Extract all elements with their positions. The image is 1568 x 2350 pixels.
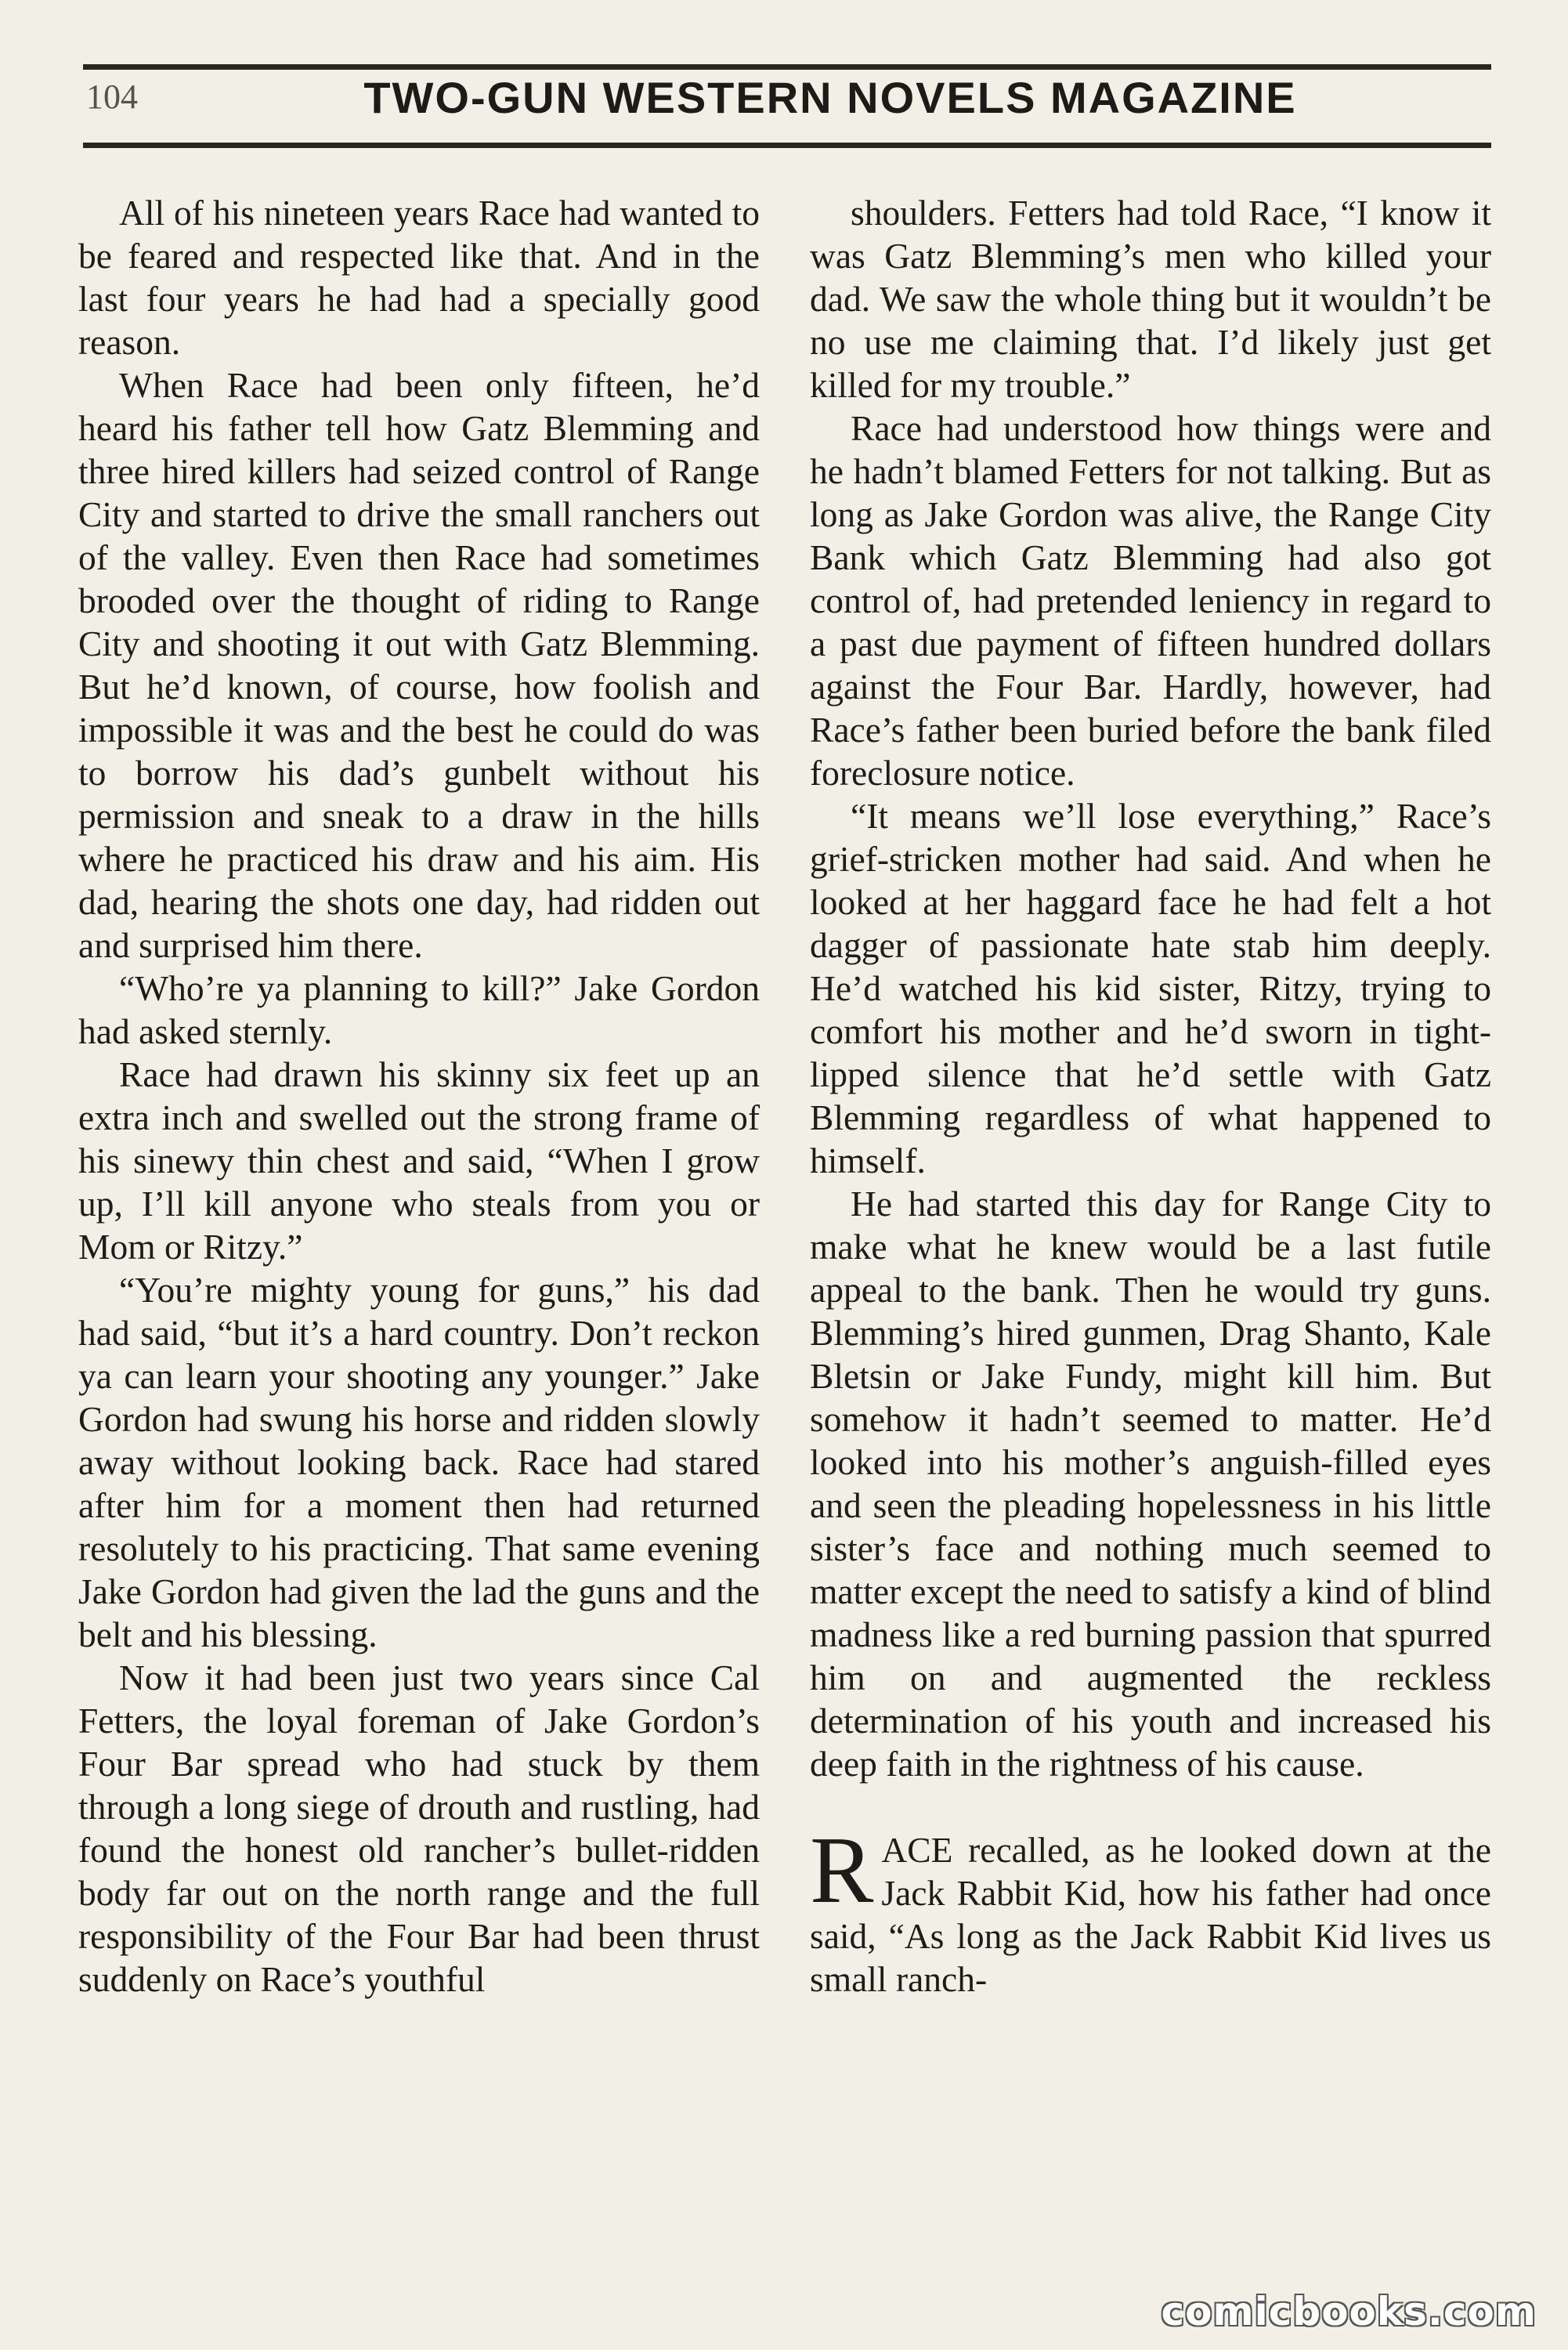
section-break-paragraph [810, 1817, 1491, 2001]
left-text-column [78, 191, 760, 2001]
right-text-column [810, 191, 1491, 2001]
header-top-rule [83, 64, 1491, 70]
paragraph: He had started this day for Range City to make what he knew would be a last futile appeal to the bank. Then he would try guns. Blemming’s hired gunmen, Drag Shanto, Kale Bletsin or Jake Fundy, might kill him. But somehow it hadn’t seemed to matter. He’d looked into his mother’s anguish-filled eyes and seen the pleading hopelessness in his little sister’s face and nothing much seemed to matter except the need to satisfy a kind of blind madness like a red burning passion that spurred him on and augmented the reckless determination of his youth and increased his deep faith in the rightness of his cause. [810, 1184, 1491, 1784]
paragraph: Now it had been just two years since Cal Fetters, the loyal foreman of Jake Gordon’s Four Bar spread who had stuck by them through a long siege of drouth and rustling, had found the honest old rancher’s bullet-ridden body far out on the north range and the full responsibility of the Four Bar had been thrust suddenly on Race’s youthful [78, 1658, 760, 1999]
paragraph: When Race had been only fifteen, he’d heard his father tell how Gatz Blemming and three hired killers had seized control of Range City and started to drive the small ranchers out of the valley. Even then Race had sometimes brooded over the thought of riding to Range City and shooting it out with Gatz Blemming. But he’d known, of course, how foolish and impossible it was and the best he could do was to borrow his dad’s gunbelt without his permission and sneak to a draw in the hills where he practiced his draw and his aim. His dad, hearing the shots one day, had ridden out and surprised him there. [78, 365, 760, 965]
paragraph: “It means we’ll lose everything,” Race’s grief-stricken mother had said. And when he looked at her haggard face he had felt a hot dagger of passionate hate stab him deeply. He’d watched his kid sister, Ritzy, trying to comfort his mother and he’d sworn in tight-lipped silence that he’d settle with Gatz Blemming regardless of what happened to himself. [810, 796, 1491, 1180]
page-number: 104 [86, 78, 138, 116]
running-head-title: TWO-GUN WESTERN NOVELS MAGAZINE [363, 73, 1297, 122]
paragraph: Race had drawn his skinny six feet up an extra inch and swelled out the strong frame of his sinewy thin chest and said, “When I grow up, I’ll kill anyone who steals from you or Mom or Ritzy.” [78, 1054, 760, 1267]
paragraph: All of his nineteen years Race had wanted to be feared and respected like that. And in the last four years he had had a specially good reason. [78, 193, 760, 362]
paragraph: “Who’re ya planning to kill?” Jake Gordon had asked sternly. [78, 968, 760, 1051]
paragraph: shoulders. Fetters had told Race, “I know it was Gatz Blemming’s men who killed your dad. We saw the whole thing but it wouldn’t be no use me claiming that. I’d likely just get killed for my trouble.” [810, 193, 1491, 405]
drop-cap-letter: R [810, 1817, 874, 1923]
paragraph: “You’re mighty young for guns,” his dad had said, “but it’s a hard country. Don’t reckon ya can learn your shooting any younger.” Jake Gordon had swung his horse and ridden slowly away without looking back. Race had stared after him for a moment then had returned resolutely to his practicing. That same evening Jake Gordon had given the lad the guns and the belt and his blessing. [78, 1270, 760, 1654]
watermark-logo: comicbooks.com [1161, 2289, 1537, 2334]
section-break-text: ACE recalled, as he looked down at the Jack Rabbit Kid, how his father had once said, “As long as the Jack Rabbit Kid lives us small ranch- [810, 1830, 1491, 1999]
paragraph: Race had understood how things were and he hadn’t blamed Fetters for not talking. But as long as Jake Gordon was alive, the Range City Bank which Gatz Blemming had also got control of, had pretended leniency in regard to a past due payment of fifteen hundred dollars against the Four Bar. Hardly, however, had Race’s father been buried before the bank filed foreclosure notice. [810, 408, 1491, 793]
header-bottom-rule [83, 143, 1491, 148]
